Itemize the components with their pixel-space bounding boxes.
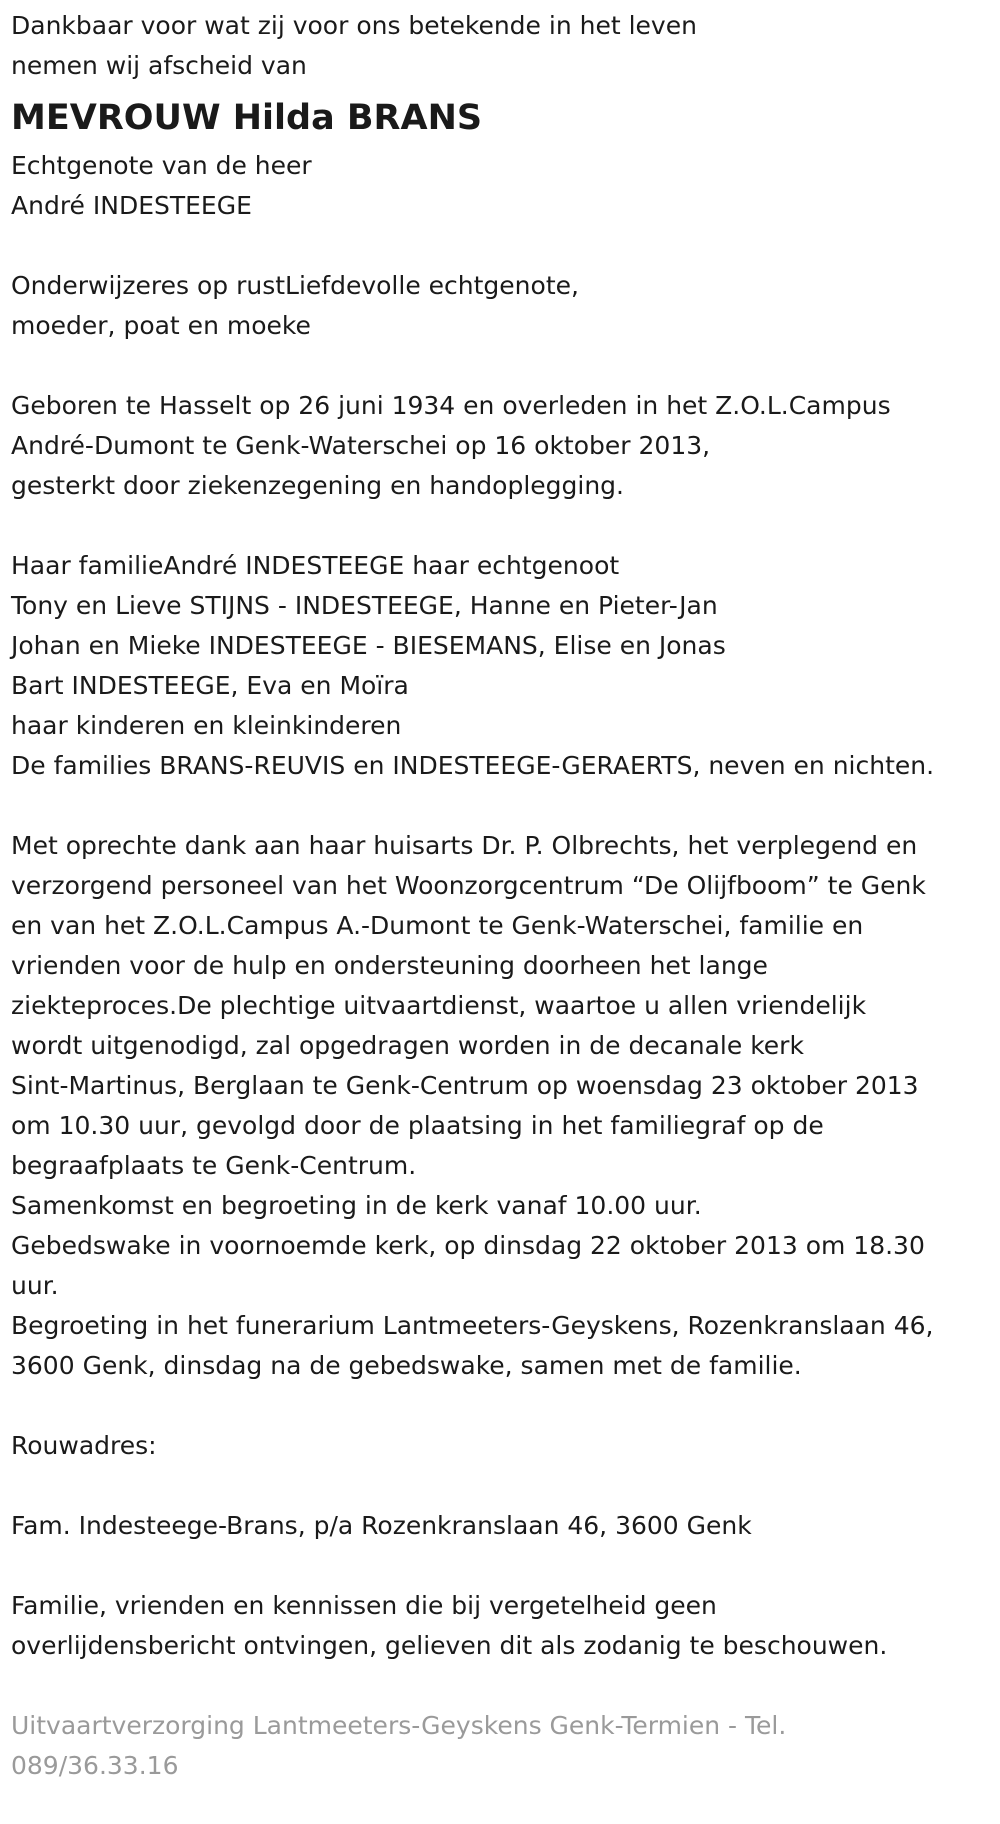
thanks-line: uur. [11, 1271, 59, 1300]
thanks-line: en van het Z.O.L.Campus A.-Dumont te Genk-Waterschei, familie en [11, 911, 864, 940]
spacer [11, 1466, 992, 1506]
footer-line: 089/36.33.16 [11, 1751, 179, 1780]
spacer [11, 226, 992, 266]
occupation-section [11, 266, 992, 346]
thanks-line: verzorgend personeel van het Woonzorgcentrum “De Olijfboom” te Genk [11, 871, 926, 900]
family-line: Haar familieAndré INDESTEEGE haar echtgenoot [11, 551, 620, 580]
thanks-line: vrienden voor de hulp en ondersteuning doorheen het lange [11, 951, 768, 980]
thanks-line: Met oprechte dank aan haar huisarts Dr. P. Olbrechts, het verplegend en [11, 831, 918, 860]
deceased-name: MEVROUW Hilda BRANS [11, 98, 483, 138]
birth-death-line: Geboren te Hasselt op 26 juni 1934 en overleden in het Z.O.L.Campus [11, 391, 891, 420]
spacer [11, 506, 992, 546]
notice-section [11, 1586, 992, 1666]
thanks-line: begraafplaats te Genk-Centrum. [11, 1151, 417, 1180]
thanks-line: ziekteproces.De plechtige uitvaartdienst, waartoe u allen vriendelijk [11, 991, 867, 1020]
spouse-line: André INDESTEEGE [11, 191, 252, 220]
intro-section [11, 6, 992, 86]
birth-death-section [11, 386, 992, 506]
family-line: Tony en Lieve STIJNS - INDESTEEGE, Hanne en Pieter-Jan [11, 591, 718, 620]
intro-line: Dankbaar voor wat zij voor ons betekende in het leven [11, 11, 697, 40]
thanks-line: om 10.30 uur, gevolgd door de plaatsing in het familiegraf op de [11, 1111, 824, 1140]
family-line: Bart INDESTEEGE, Eva en Moïra [11, 671, 409, 700]
family-line: De families BRANS-REUVIS en INDESTEEGE-GERAERTS, neven en nichten. [11, 751, 935, 780]
spouse-line: Echtgenote van de heer [11, 151, 312, 180]
spacer [11, 786, 992, 826]
birth-death-line: André-Dumont te Genk-Waterschei op 16 oktober 2013, [11, 431, 711, 460]
address-line: Fam. Indesteege-Brans, p/a Rozenkranslaan 46, 3600 Genk [11, 1511, 752, 1540]
thanks-line: 3600 Genk, dinsdag na de gebedswake, samen met de familie. [11, 1351, 802, 1380]
funeral-home-footer [11, 1706, 992, 1786]
thanks-line: Samenkomst en begroeting in de kerk vanaf 10.00 uur. [11, 1191, 702, 1220]
footer-line: Uitvaartverzorging Lantmeeters-Geyskens Genk-Termien - Tel. [11, 1711, 787, 1740]
notice-line: Familie, vrienden en kennissen die bij vergetelheid geen [11, 1591, 717, 1620]
family-line: haar kinderen en kleinkinderen [11, 711, 402, 740]
thanks-line: Gebedswake in voornoemde kerk, op dinsdag 22 oktober 2013 om 18.30 [11, 1231, 925, 1260]
birth-death-line: gesterkt door ziekenzegening en handoplegging. [11, 471, 625, 500]
spacer [11, 1546, 992, 1586]
thanks-section [11, 826, 992, 1386]
family-section [11, 546, 992, 786]
family-line: Johan en Mieke INDESTEEGE - BIESEMANS, Elise en Jonas [11, 631, 726, 660]
thanks-line: wordt uitgenodigd, zal opgedragen worden in de decanale kerk [11, 1031, 804, 1060]
address-label: Rouwadres: [11, 1431, 157, 1460]
spacer [11, 1386, 992, 1426]
spacer [11, 346, 992, 386]
intro-line: nemen wij afscheid van [11, 51, 307, 80]
thanks-line: Sint-Martinus, Berglaan te Genk-Centrum op woensdag 23 oktober 2013 [11, 1071, 919, 1100]
notice-line: overlijdensbericht ontvingen, gelieven dit als zodanig te beschouwen. [11, 1631, 888, 1660]
occupation-line: Onderwijzeres op rustLiefdevolle echtgenote, [11, 271, 579, 300]
spouse-section [11, 146, 992, 226]
spacer [11, 1666, 992, 1706]
occupation-line: moeder, poat en moeke [11, 311, 311, 340]
thanks-line: Begroeting in het funerarium Lantmeeters-Geyskens, Rozenkranslaan 46, [11, 1311, 934, 1340]
